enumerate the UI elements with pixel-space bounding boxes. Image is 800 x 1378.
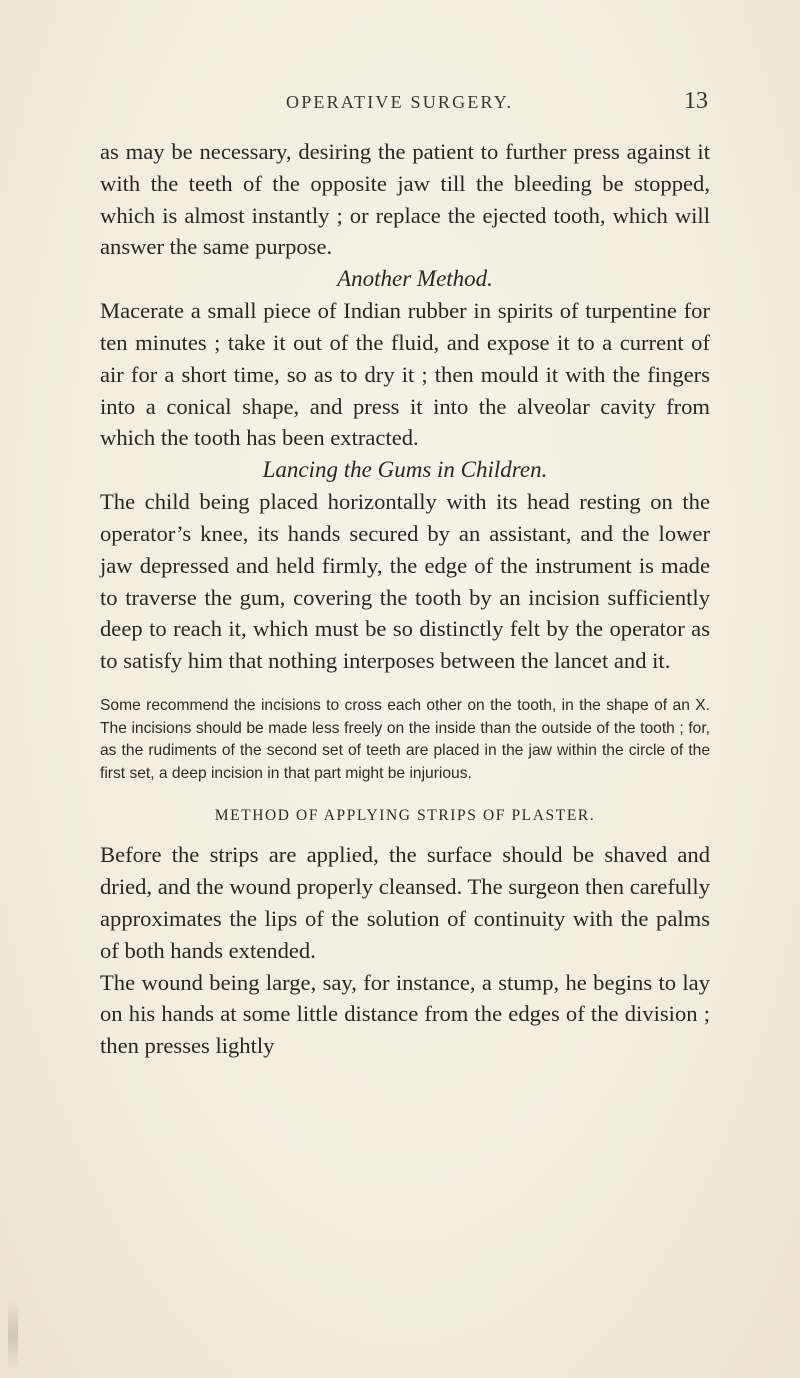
running-head: OPERATIVE SURGERY. <box>286 92 514 112</box>
section-heading-lancing-gums: Lancing the Gums in Children. <box>262 457 548 483</box>
page-header <box>100 88 708 122</box>
page-number: 13 <box>684 88 708 114</box>
section-heading-strips-of-plaster: METHOD OF APPLYING STRIPS OF PLASTER. <box>214 807 596 825</box>
footnote-incisions: Some recommend the incisions to cross each other on the tooth, in the shape of an X. The incisions should be made less freely on the inside than the outside of the tooth ; for, as the rudiments of the second set of teeth are placed in the jaw within the circle of the first set, a deep incision in that part might be injurious. <box>100 696 710 782</box>
body-text <box>100 136 710 1062</box>
section-heading-another-method: Another Method. <box>337 266 493 292</box>
page-edge-shadow <box>8 1300 18 1370</box>
paragraph-child-placed: The child being placed horizontally with its head resting on the operator’s knee, its hands secured by an assistant, and the lower jaw depressed and held firmly, the edge of the instrument is made to traverse the gum, covering the tooth by an incision sufficiently deep to reach it, which must be so distinctly felt by the operator as to satisfy him that nothing interposes between the lancet and it. <box>100 489 710 674</box>
paragraph-before-strips: Before the strips are applied, the surface should be shaved and dried, and the wound properly cleansed. The surgeon then carefully approximates the lips of the solution of continuity with the palms of both hands extended. <box>100 842 710 963</box>
paragraph-wound-large: The wound being large, say, for instance, a stump, he begins to lay on his hands at some little distance from the edges of the division ; then presses lightly <box>100 969 710 1059</box>
paragraph-macerate: Macerate a small piece of Indian rubber in spirits of turpentine for ten minutes ; take it out of the fluid, and expose it to a current of air for a short time, so as to dry it ; then mould it with the fingers into a conical shape, and press it into the alveolar cavity from which the tooth has been extracted. <box>100 298 710 451</box>
paragraph-continuation: as may be necessary, desiring the patient to further press against it with the teeth of the opposite jaw till the bleeding be stopped, which is almost instantly ; or replace the ejected tooth, which will answer the same purpose. <box>100 139 710 260</box>
